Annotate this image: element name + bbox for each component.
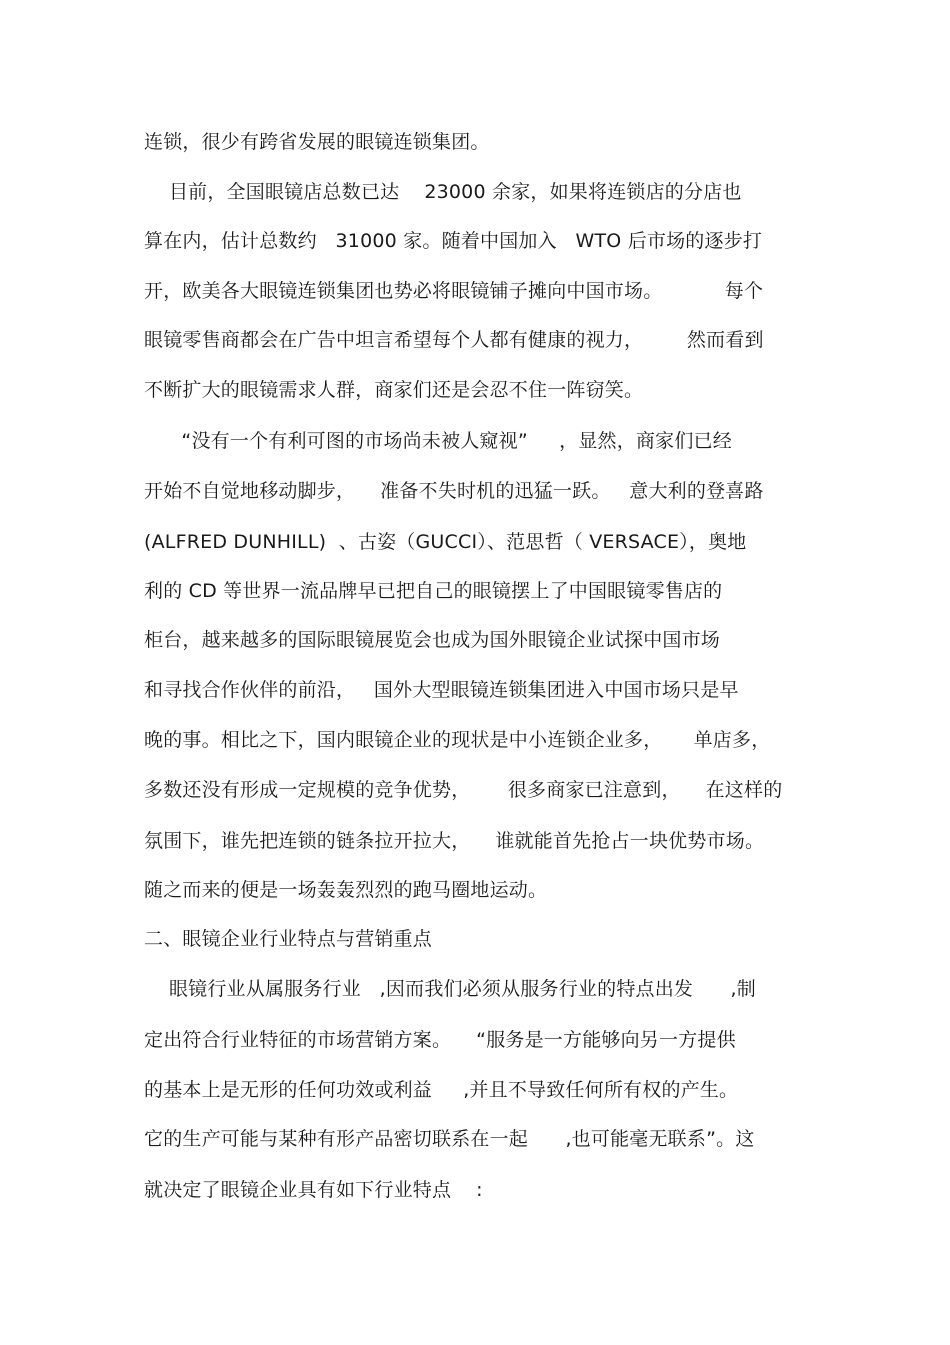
- paragraph-line: 随之而来的便是一场轰轰烈烈的跑马圈地运动。: [144, 879, 548, 901]
- paragraph-line: 眼镜行业从属服务行业 ,因而我们必须从服务行业的特点出发 ,制: [144, 978, 756, 1000]
- paragraph-line: 不断扩大的眼镜需求人群，商家们还是会忍不住一阵窃笑。: [144, 379, 644, 401]
- paragraph-line: 开，欧美各大眼镜连锁集团也势必将眼镜铺子摊向中国市场。 每个: [144, 280, 764, 302]
- paragraph-line: (ALFRED DUNHILL) 、古姿（GUCCI）、范思哲（ VERSACE），奥地: [144, 531, 747, 553]
- paragraph-line: 就决定了眼镜企业具有如下行业特点 :: [144, 1179, 483, 1201]
- paragraph-line: 利的 CD 等世界一流品牌早已把自己的眼镜摆上了中国眼镜零售店的: [144, 580, 723, 602]
- paragraph-line: 氛围下，谁先把连锁的链条拉开拉大， 谁就能首先抢占一块优势市场。: [144, 830, 765, 852]
- paragraph-line: 眼镜零售商都会在广告中坦言希望每个人都有健康的视力， 然而看到: [144, 329, 764, 351]
- paragraph-line: 多数还没有形成一定规模的竞争优势， 很多商家已注意到， 在这样的: [144, 779, 783, 801]
- paragraph-line: 定出符合行业特征的市场营销方案。 “服务是一方能够向另一方提供: [144, 1029, 736, 1051]
- paragraph-line: 和寻找合作伙伴的前沿， 国外大型眼镜连锁集团进入中国市场只是早: [144, 679, 739, 701]
- section-heading: 二、眼镜企业行业特点与营销重点: [144, 928, 433, 950]
- paragraph-line: “没有一个有利可图的市场尚未被人窥视” ，显然，商家们已经: [144, 430, 732, 452]
- paragraph-line: 的基本上是无形的任何功效或利益 ,并且不导致任何所有权的产生。: [144, 1079, 739, 1101]
- paragraph-line: 它的生产可能与某种有形产品密切联系在一起 ,也可能毫无联系”。这: [144, 1128, 755, 1150]
- paragraph-line: 晚的事。相比之下，国内眼镜企业的现状是中小连锁企业多， 单店多，: [144, 729, 771, 751]
- paragraph-line: 开始不自觉地移动脚步， 准备不失时机的迅猛一跃。 意大利的登喜路: [144, 480, 764, 502]
- paragraph-line: 算在内，估计总数约 31000 家。随着中国加入 WTO 后市场的逐步打: [144, 230, 763, 252]
- paragraph-line: 目前，全国眼镜店总数已达 23000 余家，如果将连锁店的分店也: [144, 181, 742, 203]
- paragraph-line: 连锁，很少有跨省发展的眼镜连锁集团。: [144, 131, 490, 153]
- paragraph-line: 柜台，越来越多的国际眼镜展览会也成为国外眼镜企业试探中国市场: [144, 629, 721, 651]
